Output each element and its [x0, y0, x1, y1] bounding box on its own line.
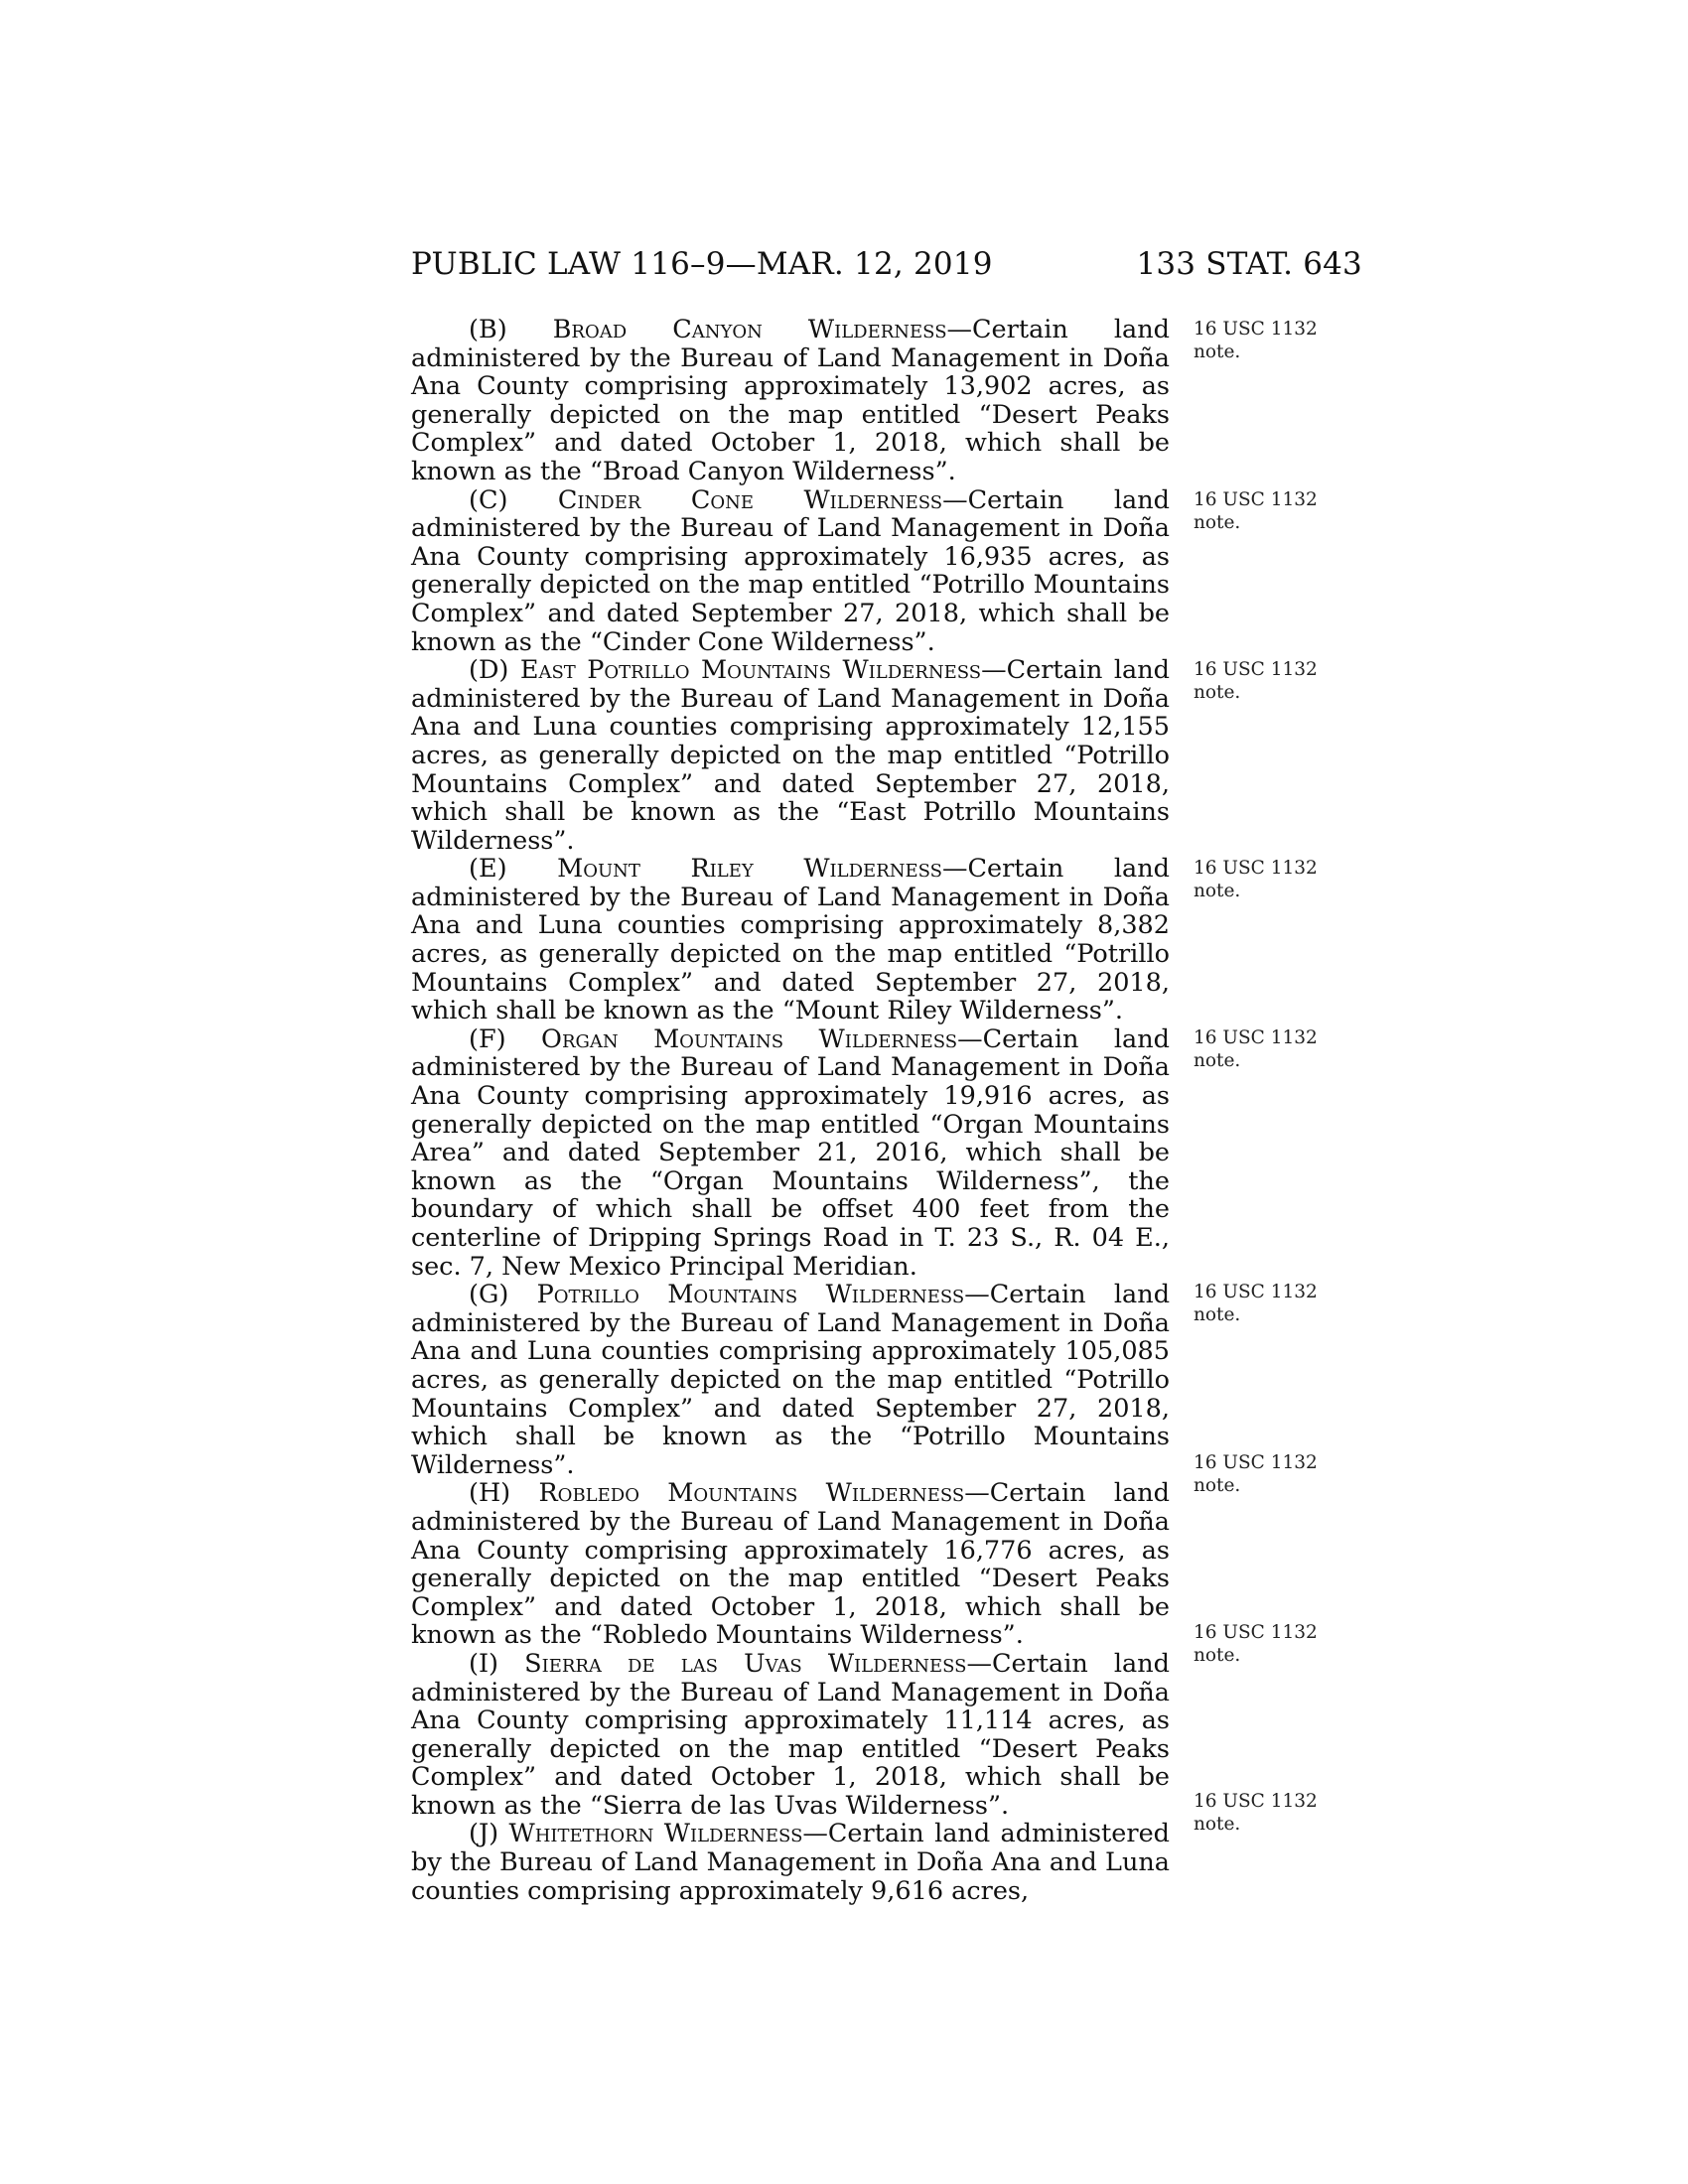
paragraph-text: —Certain land administered by the Bureau of Land Management in Doña Ana County comprising approximately 11,114 acres, as generally depicted on the map entitled “Desert Peaks Complex” and dated October 1, 2018, which shall be known as the “Sierra de las Uvas Wilderness”.: [411, 1648, 1171, 1821]
paragraph-e: [411, 855, 1170, 1025]
paragraph-heading: Robledo Mountains Wilderness: [538, 1478, 965, 1509]
paragraph-heading: Organ Mountains Wilderness: [541, 1024, 958, 1054]
paragraph-g: [411, 1281, 1170, 1479]
paragraph-label: (F): [469, 1024, 506, 1054]
paragraph-i: [411, 1650, 1170, 1821]
paragraph-text: —Certain land administered by the Bureau of Land Management in Doña Ana and Luna counties comprising approximately 12,155 acres, as generally depicted on the map entitled “Potrillo Mountains Complex” and dated September 27, 2018, which shall be known as the “East Potrillo Mountains Wilderness”.: [411, 655, 1170, 856]
main-text-column: [411, 316, 1170, 1905]
paragraph-label: (E): [469, 854, 507, 885]
paragraph-heading: Whitethorn Wilderness: [508, 1819, 803, 1849]
paragraph-label: (C): [469, 484, 508, 515]
statute-page-number: 133 STAT. 643: [1136, 246, 1362, 282]
margin-note-d: 16 USC 1132 note.: [1194, 659, 1318, 703]
paragraph-label: (I): [469, 1648, 498, 1679]
paragraph-text: —Certain land administered by the Bureau of Land Management in Doña Ana County comprising approximately 16,935 acres, as generally depicted on the map entitled “Potrillo Mountains Complex” and dated September 27, 2018, which shall be known as the “Cinder Cone Wilderness”.: [411, 484, 1170, 657]
margin-note-e: 16 USC 1132 note.: [1194, 858, 1318, 901]
paragraph-heading: Cinder Cone Wilderness: [557, 484, 943, 515]
paragraph-c: [411, 486, 1170, 657]
paragraph-text: —Certain land administered by the Bureau of Land Management in Doña Ana County comprising approximately 13,902 acres, as generally depicted on the map entitled “Desert Peaks Complex” and dated October 1, 2018, which shall be known as the “Broad Canyon Wilderness”.: [411, 315, 1170, 486]
paragraph-heading: East Potrillo Mountains Wilderness: [519, 655, 982, 686]
paragraph-text: —Certain land administered by the Bureau of Land Management in Doña Ana and Luna counties comprising approximately 105,085 acres, as generally depicted on the map entitled “Potrillo Mountains Complex” and dated September 27, 2018, which shall be known as the “Potrillo Mountains Wilderness”.: [411, 1280, 1171, 1480]
paragraph-label: (B): [469, 315, 507, 344]
paragraph-label: (J): [469, 1819, 499, 1849]
paragraph-label: (G): [469, 1280, 509, 1310]
paragraph-text: —Certain land administered by the Bureau of Land Management in Doña Ana County comprising approximately 19,916 acres, as generally depicted on the map entitled “Organ Mountains Area” and dated September 21, 2016, which shall be known as the “Organ Mountains Wilderness”, the boundary of which shall be offset 400 feet from the centerline of Dripping Springs Road in T. 23 S., R. 04 E., sec. 7, New Mexico Principal Meridian.: [411, 1024, 1171, 1282]
paragraph-f: [411, 1025, 1170, 1281]
paragraph-heading: Potrillo Mountains Wilderness: [536, 1280, 965, 1310]
running-header: [411, 246, 1362, 286]
margin-note-h: 16 USC 1132 note.: [1194, 1452, 1318, 1496]
margin-note-c: 16 USC 1132 note.: [1194, 489, 1318, 533]
paragraph-label: (H): [469, 1478, 511, 1509]
paragraph-label: (D): [469, 655, 509, 686]
paragraph-h: [411, 1479, 1170, 1650]
paragraph-text: —Certain land administered by the Bureau of Land Management in Doña Ana and Luna counties comprising approximately 8,382 acres, as generally depicted on the map entitled “Potrillo Mountains Complex” and dated September 27, 2018, which shall be known as the “Mount Riley Wilderness”.: [411, 854, 1171, 1026]
paragraph-j: [411, 1820, 1170, 1905]
public-law-citation: PUBLIC LAW 116–9—MAR. 12, 2019: [411, 246, 993, 282]
paragraph-text: —Certain land administered by the Bureau of Land Management in Doña Ana County comprising approximately 16,776 acres, as generally depicted on the map entitled “Desert Peaks Complex” and dated October 1, 2018, which shall be known as the “Robledo Mountains Wilderness”.: [411, 1478, 1171, 1651]
paragraph-text: —Certain land administered by the Bureau of Land Management in Doña Ana and Luna counties comprising approximately 9,616 acres,: [411, 1819, 1171, 1906]
paragraph-b: [411, 316, 1170, 486]
margin-note-g: 16 USC 1132 note.: [1194, 1282, 1318, 1325]
margin-note-i: 16 USC 1132 note.: [1194, 1622, 1318, 1666]
margin-note-f: 16 USC 1132 note.: [1194, 1027, 1318, 1071]
margin-note-j: 16 USC 1132 note.: [1194, 1791, 1318, 1835]
margin-note-b: 16 USC 1132 note.: [1194, 319, 1318, 362]
paragraph-d: [411, 656, 1170, 855]
paragraph-heading: Mount Riley Wilderness: [557, 854, 942, 885]
paragraph-heading: Broad Canyon Wilderness: [552, 315, 947, 344]
paragraph-heading: Sierra de las Uvas Wilderness: [524, 1648, 967, 1679]
